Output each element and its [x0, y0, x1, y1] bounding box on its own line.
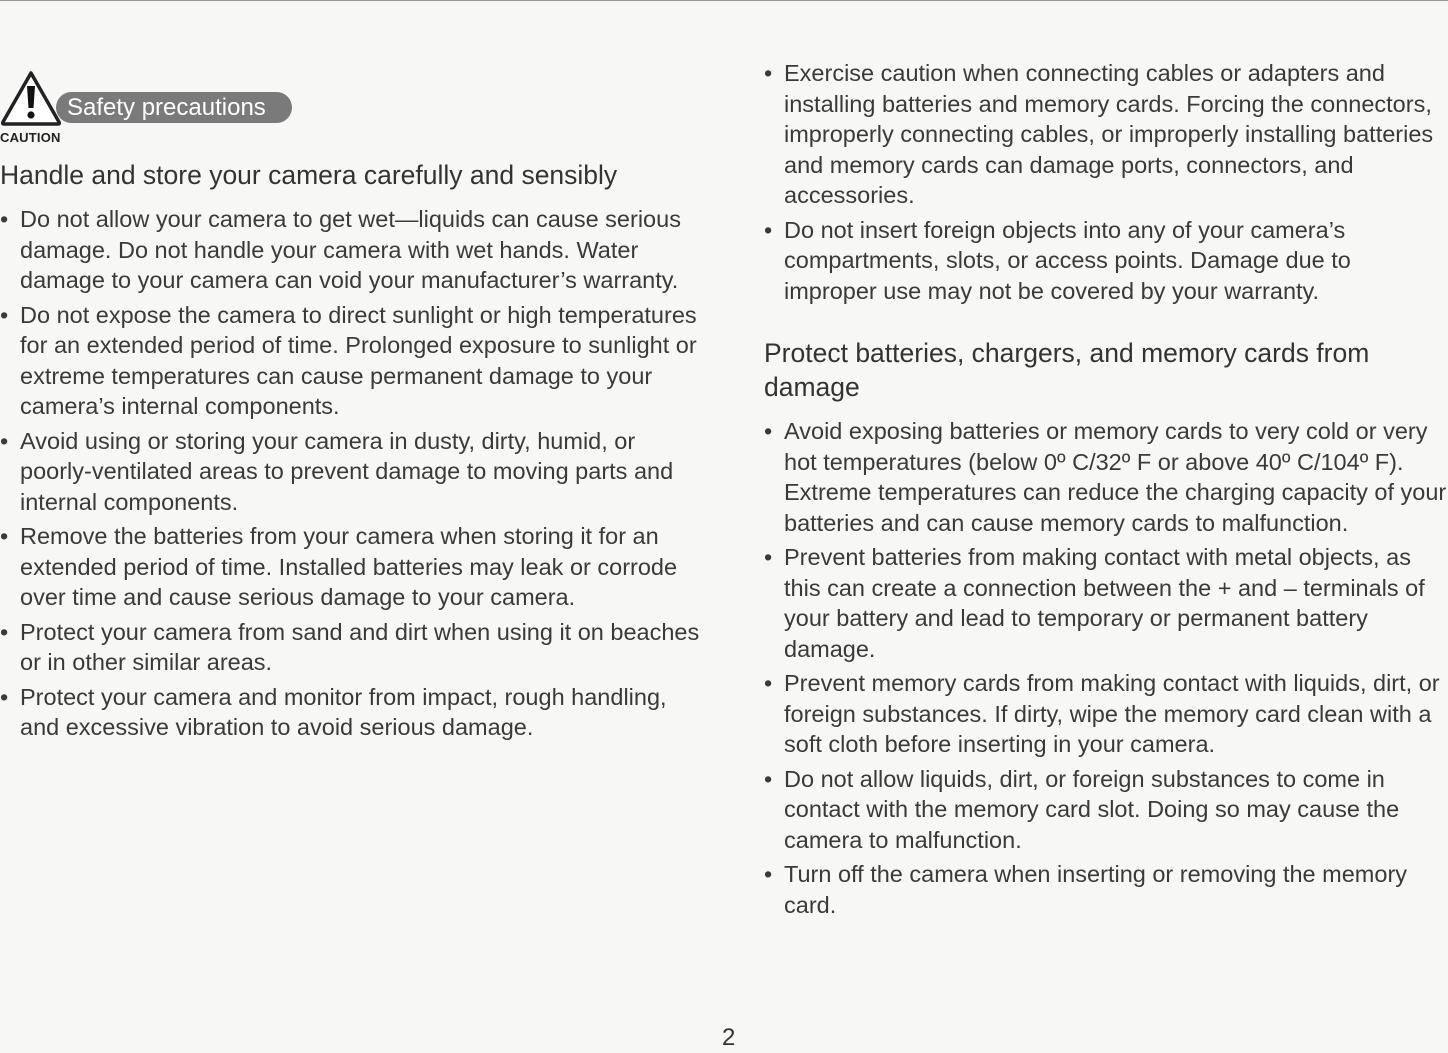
list-item: • Do not allow your camera to get wet—liquids can cause serious damage. Do not handle your camera with wet hands. Water damage to your camera can void your manufacturer’s warranty.	[0, 204, 700, 296]
section-heading: Protect batteries, chargers, and memory cards from damage	[764, 338, 1370, 402]
list-item: • Exercise caution when connecting cables or adapters and installing batteries and memory cards. Forcing the connectors, improperly connecting cables, or improperly installing batteries and memory cards can damage ports, connectors, and accessories.	[764, 58, 1448, 211]
list-item: • Prevent batteries from making contact with metal objects, as this can create a connection between the + and – terminals of your battery and lead to temporary or permanent battery damage.	[764, 542, 1448, 664]
bullet-list	[764, 58, 1448, 306]
list-item: • Do not allow liquids, dirt, or foreign substances to come in contact with the memory card slot. Doing so may cause the camera to malfunction.	[764, 764, 1448, 856]
caution-label: CAUTION	[0, 130, 61, 145]
list-item: • Do not insert foreign objects into any of your camera’s compartments, slots, or access points. Damage due to improper use may not be covered by your warranty.	[764, 215, 1448, 307]
caution-header	[0, 68, 300, 148]
section-heading: Handle and store your camera carefully and sensibly	[0, 160, 618, 190]
bullet-list	[0, 204, 700, 743]
list-item: • Turn off the camera when inserting or removing the memory card.	[764, 859, 1448, 920]
list-item: • Avoid exposing batteries or memory cards to very cold or very hot temperatures (below 0º C/32º F or above 40º C/104º F). Extreme temperatures can reduce the charging capacity of your batteries and can cause memory cards to malfunction.	[764, 416, 1448, 538]
right-column	[764, 58, 1448, 924]
list-item: • Avoid using or storing your camera in dusty, dirty, humid, or poorly-ventilated areas to prevent damage to moving parts and internal components.	[0, 426, 700, 518]
left-column	[0, 158, 700, 747]
section-badge: Safety precautions	[56, 92, 292, 123]
bullet-list	[764, 416, 1448, 920]
warning-triangle-icon	[0, 70, 62, 126]
top-rule	[0, 0, 1448, 1]
page-number: 2	[722, 1024, 736, 1051]
list-item: • Prevent memory cards from making contact with liquids, dirt, or foreign substances. If dirty, wipe the memory card clean with a soft cloth before inserting in your camera.	[764, 668, 1448, 760]
list-item: • Do not expose the camera to direct sunlight or high temperatures for an extended period of time. Prolonged exposure to sunlight or extreme temperatures can cause permanent damage to your camera’s internal components.	[0, 300, 700, 422]
list-item: • Protect your camera and monitor from impact, rough handling, and excessive vibration to avoid serious damage.	[0, 682, 700, 743]
list-item: • Protect your camera from sand and dirt when using it on beaches or in other similar areas.	[0, 617, 700, 678]
list-item: • Remove the batteries from your camera when storing it for an extended period of time. Installed batteries may leak or corrode over time and cause serious damage to your camera.	[0, 521, 700, 613]
